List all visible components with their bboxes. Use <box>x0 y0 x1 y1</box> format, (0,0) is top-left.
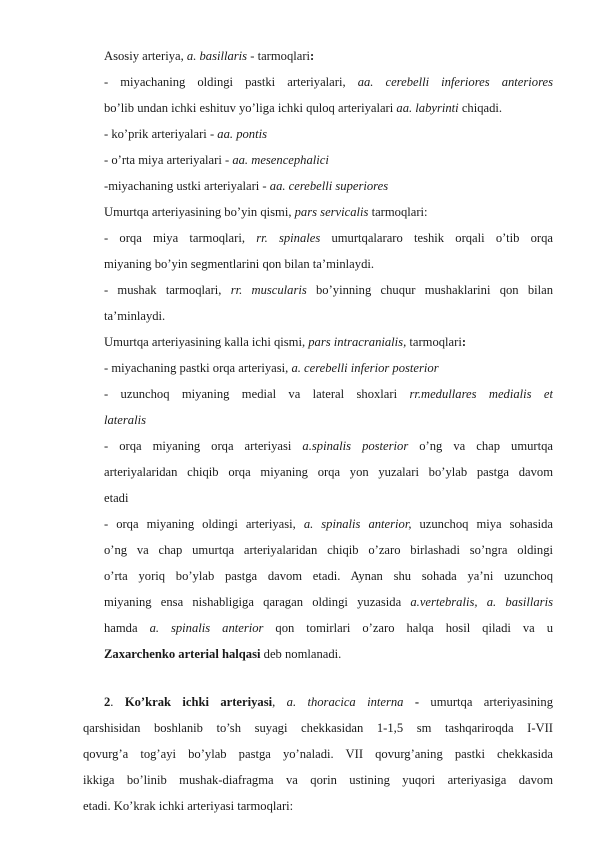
text-run: - orqa miya tarmoqlari, <box>104 231 257 245</box>
italic-term: aa. mesencephalici <box>232 153 329 167</box>
text-line <box>104 307 165 325</box>
text-line <box>104 125 267 143</box>
italic-term: rr. spinales <box>256 231 321 245</box>
bold-term: : <box>461 335 467 349</box>
bold-term: - <box>414 695 420 709</box>
text-line <box>104 99 502 117</box>
text-run: arteriyalaridan chiqib orqa miyaning orqa yon yuzalari bo’ylab pastga davom <box>104 465 553 479</box>
text-run: - tarmoqlari <box>247 49 311 63</box>
text-run: miyaning ensa nishabligiga qaragan oldingi yuzasida <box>104 595 411 609</box>
text-run: etadi <box>104 491 129 505</box>
text-run: Umurtqa arteriyasining kalla ichi qismi, <box>104 335 309 349</box>
text-run: - orqa miyaning oldingi arteriyasi, <box>104 517 304 531</box>
text-run: , <box>272 695 287 709</box>
text-line <box>104 255 374 273</box>
text-run: - orqa miyaning orqa arteriyasi <box>104 439 303 453</box>
italic-term: pars servicalis <box>294 205 369 219</box>
italic-term: a. thoracica interna <box>286 695 404 709</box>
text-run: qarshisidan boshlanib to’sh suyagi chekkasidan 1-1,5 sm tashqariroqda I-VII <box>83 721 553 735</box>
text-line <box>104 177 388 195</box>
italic-term: aa. cerebelli superiores <box>269 179 389 193</box>
text-line <box>104 385 553 403</box>
text-run: qovurg’a tog’ayi bo’ylab pastga yo’naladi. VII qovurg’aning pastki chekkasida <box>83 747 553 761</box>
text-line <box>104 645 341 663</box>
text-line <box>104 333 466 351</box>
text-run: etadi. Ko’krak ichki arteriyasi tarmoqlari: <box>83 799 294 813</box>
text-line <box>104 203 428 221</box>
text-line <box>104 73 553 91</box>
italic-term: aa. labyrinti <box>396 101 459 115</box>
text-run: - ko’prik arteriyalari - <box>104 127 218 141</box>
italic-term: aa. cerebelli inferiores anteriores <box>357 75 553 89</box>
italic-term: a. spinalis anterior <box>149 621 264 635</box>
text-run: umurtqalararo teshik orqali o’tib orqa <box>320 231 553 245</box>
italic-term: a. basillaris <box>186 49 248 63</box>
italic-term: rr. muscularis <box>230 283 307 297</box>
italic-term: pars intracranialis, <box>308 335 407 349</box>
text-run: o’ng va chap umurtqa arteriyalaridan chiqib o’zaro birlashadi so’ngra oldingi <box>104 543 553 557</box>
text-run: ta’minlaydi. <box>104 309 166 323</box>
text-run: qon tomirlari o’zaro halqa hosil qiladi va u <box>263 621 553 635</box>
text-run: tarmoqlari: <box>368 205 428 219</box>
italic-term: lateralis <box>104 413 146 427</box>
text-run: - miyachaning oldingi pastki arteriyalari, <box>104 75 358 89</box>
text-run: umurtqa arteriyasining <box>419 695 553 709</box>
text-run: Umurtqa arteriyasining bo’yin qismi, <box>104 205 295 219</box>
text-line <box>104 151 329 169</box>
text-run: - mushak tarmoqlari, <box>104 283 231 297</box>
text-run: - miyachaning pastki orqa arteriyasi, <box>104 361 292 375</box>
text-line <box>104 437 553 455</box>
text-run: chiqadi. <box>458 101 503 115</box>
text-run: o’rta yoriq bo’ylab pastga davom etadi. Aynan shu sohada ya’ni uzunchoq <box>104 569 553 583</box>
bold-term: : <box>310 49 315 63</box>
text-run: bo’lib undan ichki eshituv yo’liga ichki quloq arteriyalari <box>104 101 397 115</box>
text-line <box>104 463 553 481</box>
text-line <box>83 745 553 763</box>
text-line <box>104 281 553 299</box>
text-line <box>104 593 553 611</box>
bold-term: Ko’krak ichki arteriyasi <box>124 695 273 709</box>
text-line <box>104 567 553 585</box>
italic-term: a. cerebelli inferior posterior <box>291 361 439 375</box>
italic-term: a.vertebralis, a. basillaris <box>410 595 553 609</box>
text-run: miyaning bo’yin segmentlarini qon bilan ta’minlaydi. <box>104 257 375 271</box>
text-line <box>83 719 553 737</box>
italic-term: aa. pontis <box>217 127 267 141</box>
text-run: - uzunchoq miyaning medial va lateral shoxlari <box>104 387 410 401</box>
text-run: uzunchoq miya sohasida <box>411 517 553 531</box>
text-line <box>104 619 553 637</box>
text-run: -miyachaning ustki arteriyalari - <box>104 179 270 193</box>
text-line <box>104 489 128 507</box>
text-run: o’ng va chap umurtqa <box>408 439 553 453</box>
text-run: - o’rta miya arteriyalari - <box>104 153 233 167</box>
bold-term: 2 <box>104 695 111 709</box>
text-line <box>83 771 553 789</box>
italic-term: a. spinalis anterior, <box>303 517 412 531</box>
text-line <box>104 541 553 559</box>
text-run <box>403 695 414 709</box>
italic-term: rr.medullares medialis et <box>409 387 553 401</box>
text-line <box>104 693 553 711</box>
italic-term: a.spinalis posterior <box>302 439 409 453</box>
text-run: . <box>110 695 125 709</box>
text-run: bo’yinning chuqur mushaklarini qon bilan <box>306 283 553 297</box>
text-run: ikkiga bo’linib mushak-diafragma va qorin ustining yuqori arteriyasiga davom <box>83 773 553 787</box>
text-run: hamda <box>104 621 150 635</box>
text-line <box>104 515 553 533</box>
text-line <box>104 47 314 65</box>
text-run: Asosiy arteriya, <box>104 49 187 63</box>
bold-term: Zaxarchenko arterial halqasi <box>104 647 261 661</box>
text-run: tarmoqlari <box>406 335 462 349</box>
text-run: deb nomlanadi. <box>260 647 342 661</box>
text-line <box>104 229 553 247</box>
text-line <box>83 797 293 815</box>
text-line <box>104 411 146 429</box>
text-line <box>104 359 439 377</box>
